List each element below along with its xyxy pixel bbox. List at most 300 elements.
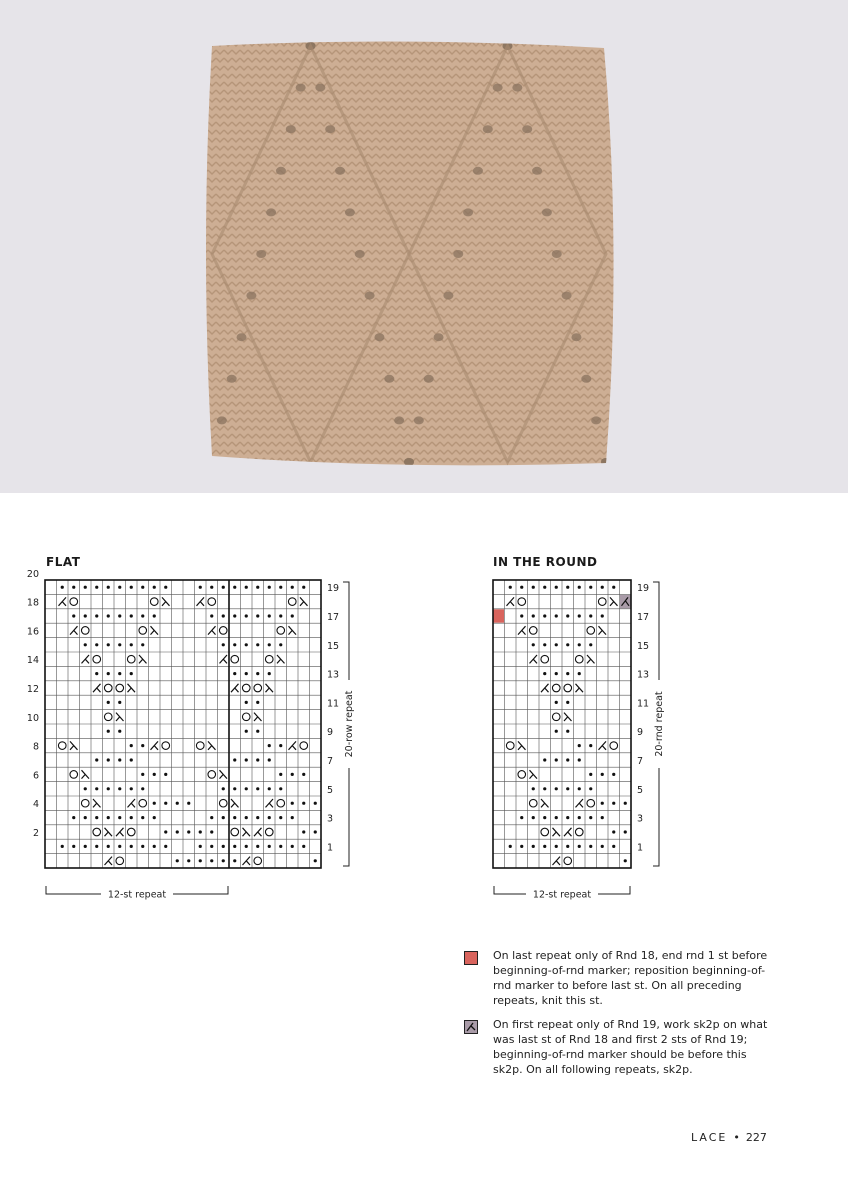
purl-dot-mark — [153, 845, 156, 848]
eyelet-hole — [256, 250, 266, 258]
purl-dot-mark — [601, 816, 604, 819]
row-number-label: 4 — [32, 799, 39, 811]
purl-dot-mark — [314, 859, 317, 862]
purl-dot-mark — [95, 643, 98, 646]
purl-dot-mark — [130, 758, 133, 761]
purl-dot-mark — [601, 773, 604, 776]
purl-dot-mark — [302, 802, 305, 805]
purl-dot-mark — [72, 586, 75, 589]
purl-dot-mark — [543, 614, 546, 617]
purl-dot-mark — [291, 845, 294, 848]
purl-dot-mark — [141, 586, 144, 589]
section-name: LACE — [691, 1131, 728, 1144]
purl-dot-mark — [566, 730, 569, 733]
bottom-repeat-label: 12-st repeat — [532, 889, 592, 901]
purl-dot-mark — [222, 614, 225, 617]
row-number-label: 6 — [32, 770, 39, 782]
purl-dot-mark — [566, 672, 569, 675]
eyelet-hole — [463, 208, 473, 216]
purl-dot-mark — [222, 845, 225, 848]
purl-dot-mark — [509, 845, 512, 848]
purl-dot-mark — [302, 773, 305, 776]
purl-dot-mark — [589, 614, 592, 617]
purl-dot-mark — [245, 758, 248, 761]
purl-dot-mark — [84, 816, 87, 819]
purl-dot-mark — [555, 845, 558, 848]
purl-dot-mark — [612, 845, 615, 848]
purl-dot-mark — [578, 758, 581, 761]
purl-dot-mark — [245, 816, 248, 819]
purl-dot-mark — [222, 586, 225, 589]
eyelet-hole — [434, 333, 444, 341]
purl-dot-mark — [589, 586, 592, 589]
purl-dot-mark — [164, 845, 167, 848]
purl-dot-mark — [520, 614, 523, 617]
eyelet-hole — [217, 416, 227, 424]
eyelet-hole — [424, 375, 434, 383]
eyelet-hole — [365, 292, 375, 300]
purl-dot-mark — [164, 802, 167, 805]
purl-dot-mark — [302, 586, 305, 589]
eyelet-hole — [246, 292, 256, 300]
purl-dot-mark — [543, 586, 546, 589]
row-number-label: 11 — [637, 698, 650, 710]
row-number-label: 3 — [637, 813, 644, 825]
eyelet-hole — [493, 84, 503, 92]
purl-dot-mark — [210, 859, 213, 862]
eyelet-hole — [296, 84, 306, 92]
purl-dot-mark — [256, 816, 259, 819]
purl-dot-mark — [72, 845, 75, 848]
purl-dot-mark — [245, 614, 248, 617]
purl-dot-mark — [532, 643, 535, 646]
purl-dot-mark — [130, 787, 133, 790]
eyelet-hole — [473, 167, 483, 175]
purl-dot-mark — [566, 586, 569, 589]
row-number-label: 12 — [26, 684, 39, 695]
eyelet-hole — [345, 208, 355, 216]
eyelet-hole — [522, 125, 532, 133]
eyelet-hole — [286, 125, 296, 133]
row-number-label: 7 — [327, 756, 334, 767]
eyelet-hole — [552, 250, 562, 258]
purl-dot-mark — [141, 744, 144, 747]
purl-dot-mark — [245, 730, 248, 733]
purl-dot-mark — [233, 672, 236, 675]
purl-dot-mark — [233, 614, 236, 617]
row-number-label: 9 — [637, 727, 644, 739]
row-number-label: 17 — [327, 612, 340, 623]
purl-dot-mark — [107, 730, 110, 733]
purl-dot-mark — [176, 830, 179, 833]
purl-dot-mark — [176, 859, 179, 862]
row-number-label: 10 — [26, 712, 39, 724]
purl-dot-mark — [578, 845, 581, 848]
purl-dot-mark — [118, 701, 121, 704]
row-number-label: 1 — [327, 842, 334, 854]
row-number-label: 5 — [637, 784, 644, 796]
purl-dot-mark — [107, 643, 110, 646]
purl-dot-mark — [222, 787, 225, 790]
purl-dot-mark — [222, 643, 225, 646]
purl-dot-mark — [118, 614, 121, 617]
purl-dot-mark — [520, 586, 523, 589]
eyelet-hole — [414, 416, 424, 424]
eyelet-hole — [355, 250, 365, 258]
row-number-label: 7 — [637, 756, 644, 767]
purl-dot-mark — [222, 816, 225, 819]
purl-dot-mark — [84, 787, 87, 790]
purl-dot-mark — [210, 614, 213, 617]
purl-dot-mark — [107, 816, 110, 819]
row-number-label: 14 — [26, 655, 39, 667]
side-repeat-label: 20-rnd repeat — [654, 691, 665, 757]
purl-dot-mark — [601, 845, 604, 848]
purl-dot-mark — [118, 586, 121, 589]
purl-dot-mark — [589, 744, 592, 747]
purl-dot-mark — [532, 845, 535, 848]
purl-dot-mark — [256, 787, 259, 790]
purl-dot-mark — [130, 744, 133, 747]
purl-dot-mark — [245, 701, 248, 704]
eyelet-hole — [315, 84, 325, 92]
purl-dot-mark — [164, 830, 167, 833]
flat-chart-title: FLAT — [46, 555, 81, 569]
row-number-label: 13 — [327, 669, 340, 681]
round-chart-title: IN THE ROUND — [493, 555, 598, 569]
eyelet-hole — [335, 167, 345, 175]
row-number-label: 8 — [32, 741, 39, 753]
flat-chart — [0, 570, 470, 910]
swatch-photo — [0, 0, 848, 493]
eyelet-hole — [542, 208, 552, 216]
purl-dot-mark — [233, 816, 236, 819]
purl-dot-mark — [153, 586, 156, 589]
purl-dot-mark — [555, 816, 558, 819]
purl-dot-mark — [532, 586, 535, 589]
purl-dot-mark — [118, 643, 121, 646]
purl-dot-mark — [107, 845, 110, 848]
purl-dot-mark — [141, 773, 144, 776]
sk2p-box-icon — [464, 1020, 478, 1034]
purl-dot-mark — [566, 614, 569, 617]
purl-dot-mark — [256, 614, 259, 617]
purl-dot-mark — [164, 773, 167, 776]
row-number-label: 13 — [637, 669, 650, 681]
purl-dot-mark — [118, 730, 121, 733]
purl-dot-mark — [141, 816, 144, 819]
purl-dot-mark — [233, 586, 236, 589]
eyelet-hole — [453, 250, 463, 258]
side-repeat-label: 20-row repeat — [344, 690, 355, 758]
purl-dot-mark — [130, 643, 133, 646]
purl-dot-mark — [555, 758, 558, 761]
red-box-cell — [494, 609, 505, 622]
purl-dot-mark — [532, 816, 535, 819]
purl-dot-mark — [245, 672, 248, 675]
eyelet-hole — [512, 84, 522, 92]
purl-dot-mark — [268, 643, 271, 646]
purl-dot-mark — [612, 773, 615, 776]
purl-dot-mark — [543, 787, 546, 790]
purl-dot-mark — [624, 830, 627, 833]
purl-dot-mark — [543, 845, 546, 848]
row-number-label: 9 — [327, 727, 334, 739]
eyelet-hole — [443, 292, 453, 300]
purl-dot-mark — [245, 787, 248, 790]
purl-dot-mark — [130, 816, 133, 819]
purl-dot-mark — [153, 773, 156, 776]
eyelet-hole — [581, 375, 591, 383]
row-number-label: 3 — [327, 813, 334, 825]
round-chart — [470, 570, 730, 910]
purl-dot-mark — [279, 787, 282, 790]
purl-dot-mark — [291, 586, 294, 589]
legend-text-sk2p: On first repeat only of Rnd 19, work sk2p on what was last st of Rnd 18 and first 2 sts of Rnd 19; beginning-of-rnd marker should be before this sk2p. On all following repeats, sk2p. — [493, 1018, 768, 1076]
purl-dot-mark — [268, 845, 271, 848]
purl-dot-mark — [233, 859, 236, 862]
purl-dot-mark — [268, 816, 271, 819]
purl-dot-mark — [578, 744, 581, 747]
purl-dot-mark — [291, 816, 294, 819]
purl-dot-mark — [555, 614, 558, 617]
purl-dot-mark — [107, 586, 110, 589]
purl-dot-mark — [578, 614, 581, 617]
purl-dot-mark — [72, 614, 75, 617]
purl-dot-mark — [532, 787, 535, 790]
purl-dot-mark — [291, 773, 294, 776]
purl-dot-mark — [566, 701, 569, 704]
purl-dot-mark — [95, 787, 98, 790]
purl-dot-mark — [256, 643, 259, 646]
eyelet-hole — [562, 292, 572, 300]
bottom-repeat-label: 12-st repeat — [107, 889, 167, 901]
purl-dot-mark — [176, 802, 179, 805]
purl-dot-mark — [256, 730, 259, 733]
eyelet-hole — [237, 333, 247, 341]
purl-dot-mark — [589, 643, 592, 646]
purl-dot-mark — [268, 672, 271, 675]
purl-dot-mark — [279, 614, 282, 617]
purl-dot-mark — [84, 845, 87, 848]
purl-dot-mark — [314, 802, 317, 805]
page-footer: LACE • 227 — [691, 1131, 767, 1144]
row-number-label: 19 — [327, 583, 340, 595]
legend-text-red: On last repeat only of Rnd 18, end rnd 1 st before beginning-of-rnd marker; reposition beginning-of-rnd marker to before last st. On all preceding repeats, knit this st. — [493, 949, 768, 1007]
row-number-label: 20 — [26, 568, 39, 580]
purl-dot-mark — [141, 614, 144, 617]
purl-dot-mark — [589, 845, 592, 848]
purl-dot-mark — [268, 744, 271, 747]
purl-dot-mark — [210, 586, 213, 589]
purl-dot-mark — [153, 614, 156, 617]
eyelet-hole — [532, 167, 542, 175]
row-number-label: 18 — [26, 597, 39, 609]
purl-dot-mark — [256, 672, 259, 675]
purl-dot-mark — [555, 730, 558, 733]
eyelet-hole — [266, 208, 276, 216]
purl-dot-mark — [279, 816, 282, 819]
eyelet-hole — [227, 375, 237, 383]
purl-dot-mark — [118, 816, 121, 819]
purl-dot-mark — [130, 614, 133, 617]
purl-dot-mark — [187, 830, 190, 833]
eyelet-hole — [325, 125, 335, 133]
purl-dot-mark — [589, 773, 592, 776]
purl-dot-mark — [130, 672, 133, 675]
purl-dot-mark — [555, 787, 558, 790]
purl-dot-mark — [153, 816, 156, 819]
row-number-label: 16 — [26, 626, 39, 638]
purl-dot-mark — [256, 758, 259, 761]
purl-dot-mark — [578, 816, 581, 819]
purl-dot-mark — [555, 643, 558, 646]
purl-dot-mark — [532, 614, 535, 617]
purl-dot-mark — [624, 859, 627, 862]
purl-dot-mark — [233, 845, 236, 848]
purl-dot-mark — [95, 614, 98, 617]
purl-dot-mark — [555, 701, 558, 704]
purl-dot-mark — [95, 758, 98, 761]
row-number-label: 15 — [327, 640, 340, 652]
purl-dot-mark — [164, 586, 167, 589]
purl-dot-mark — [566, 787, 569, 790]
purl-dot-mark — [578, 586, 581, 589]
purl-dot-mark — [279, 586, 282, 589]
purl-dot-mark — [624, 802, 627, 805]
purl-dot-mark — [509, 586, 512, 589]
purl-dot-mark — [118, 845, 121, 848]
purl-dot-mark — [578, 787, 581, 790]
purl-dot-mark — [107, 758, 110, 761]
purl-dot-mark — [578, 672, 581, 675]
purl-dot-mark — [141, 845, 144, 848]
purl-dot-mark — [187, 802, 190, 805]
purl-dot-mark — [520, 816, 523, 819]
purl-dot-mark — [268, 586, 271, 589]
purl-dot-mark — [245, 845, 248, 848]
purl-dot-mark — [268, 614, 271, 617]
purl-dot-mark — [245, 586, 248, 589]
purl-dot-mark — [118, 672, 121, 675]
purl-dot-mark — [233, 758, 236, 761]
purl-dot-mark — [566, 845, 569, 848]
purl-dot-mark — [95, 845, 98, 848]
page-number: 227 — [745, 1131, 767, 1144]
purl-dot-mark — [245, 643, 248, 646]
row-number-label: 5 — [327, 784, 334, 796]
purl-dot-mark — [233, 643, 236, 646]
purl-dot-mark — [589, 816, 592, 819]
purl-dot-mark — [130, 845, 133, 848]
purl-dot-mark — [314, 830, 317, 833]
purl-dot-mark — [520, 845, 523, 848]
purl-dot-mark — [279, 744, 282, 747]
purl-dot-mark — [187, 859, 190, 862]
purl-dot-mark — [118, 787, 121, 790]
row-number-label: 11 — [327, 698, 340, 710]
purl-dot-mark — [210, 830, 213, 833]
row-number-label: 19 — [637, 583, 650, 595]
purl-dot-mark — [566, 816, 569, 819]
purl-dot-mark — [279, 773, 282, 776]
purl-dot-mark — [291, 802, 294, 805]
purl-dot-mark — [107, 787, 110, 790]
purl-dot-mark — [612, 802, 615, 805]
purl-dot-mark — [107, 701, 110, 704]
purl-dot-mark — [95, 586, 98, 589]
purl-dot-mark — [268, 758, 271, 761]
purl-dot-mark — [302, 830, 305, 833]
eyelet-hole — [571, 333, 581, 341]
purl-dot-mark — [210, 845, 213, 848]
purl-dot-mark — [72, 816, 75, 819]
row-number-label: 2 — [32, 828, 39, 839]
purl-dot-mark — [256, 845, 259, 848]
purl-dot-mark — [256, 701, 259, 704]
purl-dot-mark — [153, 802, 156, 805]
purl-dot-mark — [256, 586, 259, 589]
purl-dot-mark — [130, 586, 133, 589]
row-number-label: 17 — [637, 612, 650, 623]
purl-dot-mark — [222, 859, 225, 862]
purl-dot-mark — [61, 845, 64, 848]
purl-dot-mark — [199, 859, 202, 862]
purl-dot-mark — [543, 643, 546, 646]
purl-dot-mark — [543, 816, 546, 819]
purl-dot-mark — [543, 672, 546, 675]
purl-dot-mark — [279, 845, 282, 848]
purl-dot-mark — [268, 787, 271, 790]
purl-dot-mark — [233, 787, 236, 790]
purl-dot-mark — [302, 845, 305, 848]
purl-dot-mark — [601, 586, 604, 589]
purl-dot-mark — [199, 845, 202, 848]
eyelet-hole — [384, 375, 394, 383]
purl-dot-mark — [84, 643, 87, 646]
purl-dot-mark — [84, 614, 87, 617]
purl-dot-mark — [612, 586, 615, 589]
purl-dot-mark — [566, 758, 569, 761]
purl-dot-mark — [61, 586, 64, 589]
purl-dot-mark — [118, 758, 121, 761]
purl-dot-mark — [84, 586, 87, 589]
purl-dot-mark — [555, 586, 558, 589]
purl-dot-mark — [141, 643, 144, 646]
purl-dot-mark — [578, 643, 581, 646]
purl-dot-mark — [95, 816, 98, 819]
purl-dot-mark — [95, 672, 98, 675]
purl-dot-mark — [566, 643, 569, 646]
eyelet-hole — [394, 416, 404, 424]
eyelet-hole — [483, 125, 493, 133]
purl-dot-mark — [107, 672, 110, 675]
purl-dot-mark — [291, 614, 294, 617]
eyelet-hole — [591, 416, 601, 424]
purl-dot-mark — [612, 830, 615, 833]
purl-dot-mark — [543, 758, 546, 761]
row-number-label: 1 — [637, 842, 644, 854]
purl-dot-mark — [199, 586, 202, 589]
row-number-label: 15 — [637, 640, 650, 652]
eyelet-hole — [276, 167, 286, 175]
purl-dot-mark — [199, 830, 202, 833]
red-box-icon — [464, 951, 478, 965]
purl-dot-mark — [555, 672, 558, 675]
purl-dot-mark — [601, 614, 604, 617]
purl-dot-mark — [279, 643, 282, 646]
purl-dot-mark — [141, 787, 144, 790]
